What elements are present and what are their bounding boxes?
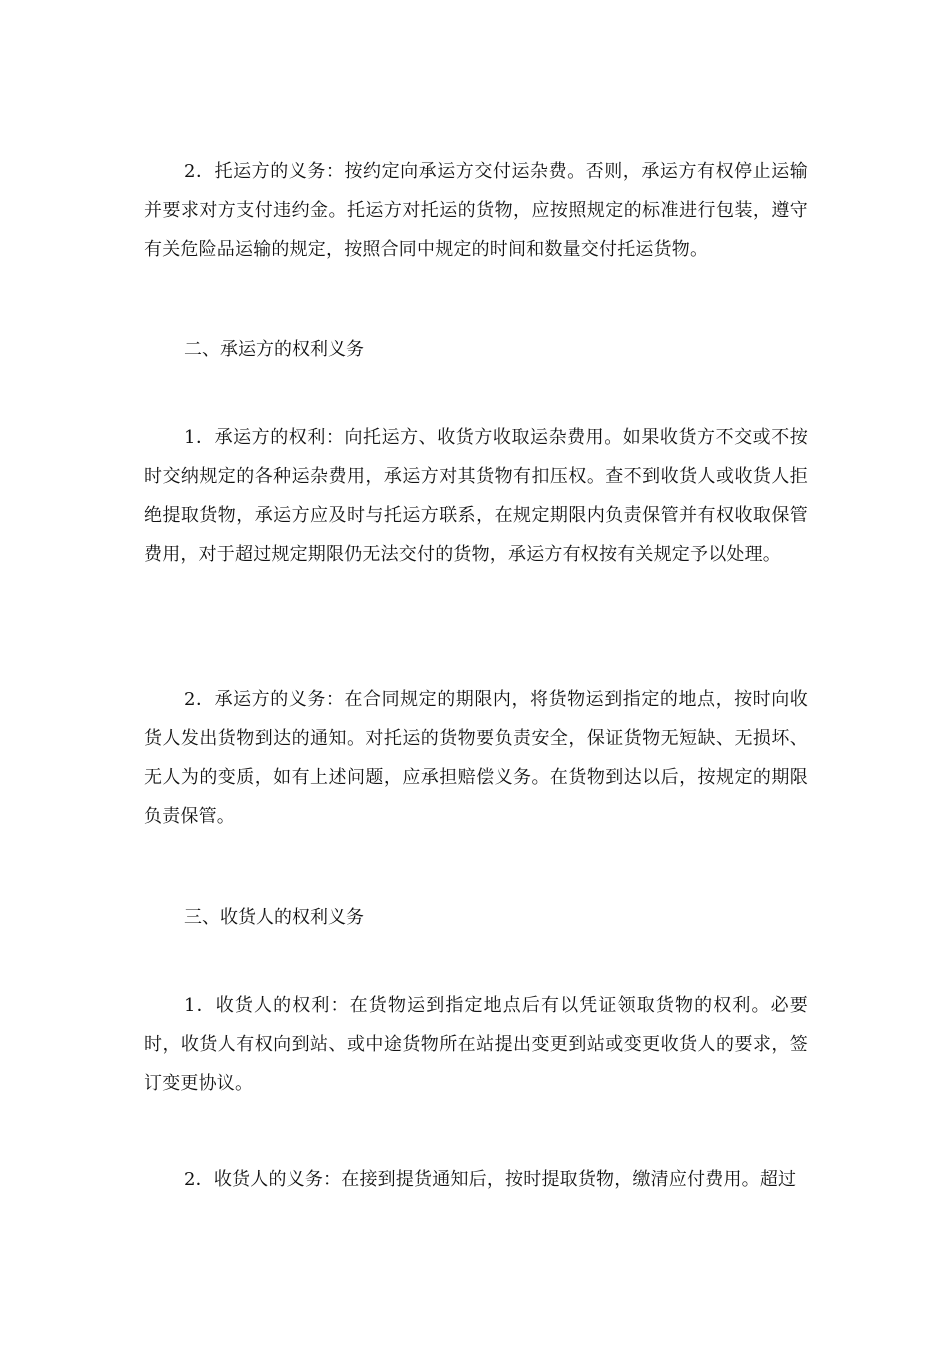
paragraph-shipper-obligations: 2．托运方的义务：按约定向承运方交付运杂费。否则，承运方有权停止运输并要求对方支付违约金。托运方对托运的货物，应按照规定的标准进行包装，遵守有关危险品运输的规定，按照合同中规定的时间和数量交付托运货物。 (144, 161, 808, 260)
section-heading-consignee-rights: 三、收货人的权利义务 (184, 907, 364, 928)
paragraph-consignee-obligations: 2．收货人的义务：在接到提货通知后，按时提取货物，缴清应付费用。超过 (184, 1169, 797, 1190)
paragraph-consignee-rights: 1．收货人的权利：在货物运到指定地点后有以凭证领取货物的权利。必要时，收货人有权向到站、或中途货物所在站提出变更到站或变更收货人的要求，签订变更协议。 (144, 995, 808, 1094)
section-heading-carrier-rights: 二、承运方的权利义务 (184, 339, 364, 360)
paragraph-carrier-rights: 1．承运方的权利：向托运方、收货方收取运杂费用。如果收货方不交或不按时交纳规定的各种运杂费用，承运方对其货物有扣压权。查不到收货人或收货人拒绝提取货物，承运方应及时与托运方联系，在规定期限内负责保管并有权收取保管费用，对于超过规定期限仍无法交付的货物，承运方有权按有关规定予以处理。 (144, 427, 808, 565)
paragraph-carrier-obligations: 2．承运方的义务：在合同规定的期限内，将货物运到指定的地点，按时向收货人发出货物到达的通知。对托运的货物要负责安全，保证货物无短缺、无损坏、无人为的变质，如有上述问题，应承担赔偿义务。在货物到达以后，按规定的期限负责保管。 (144, 689, 808, 827)
